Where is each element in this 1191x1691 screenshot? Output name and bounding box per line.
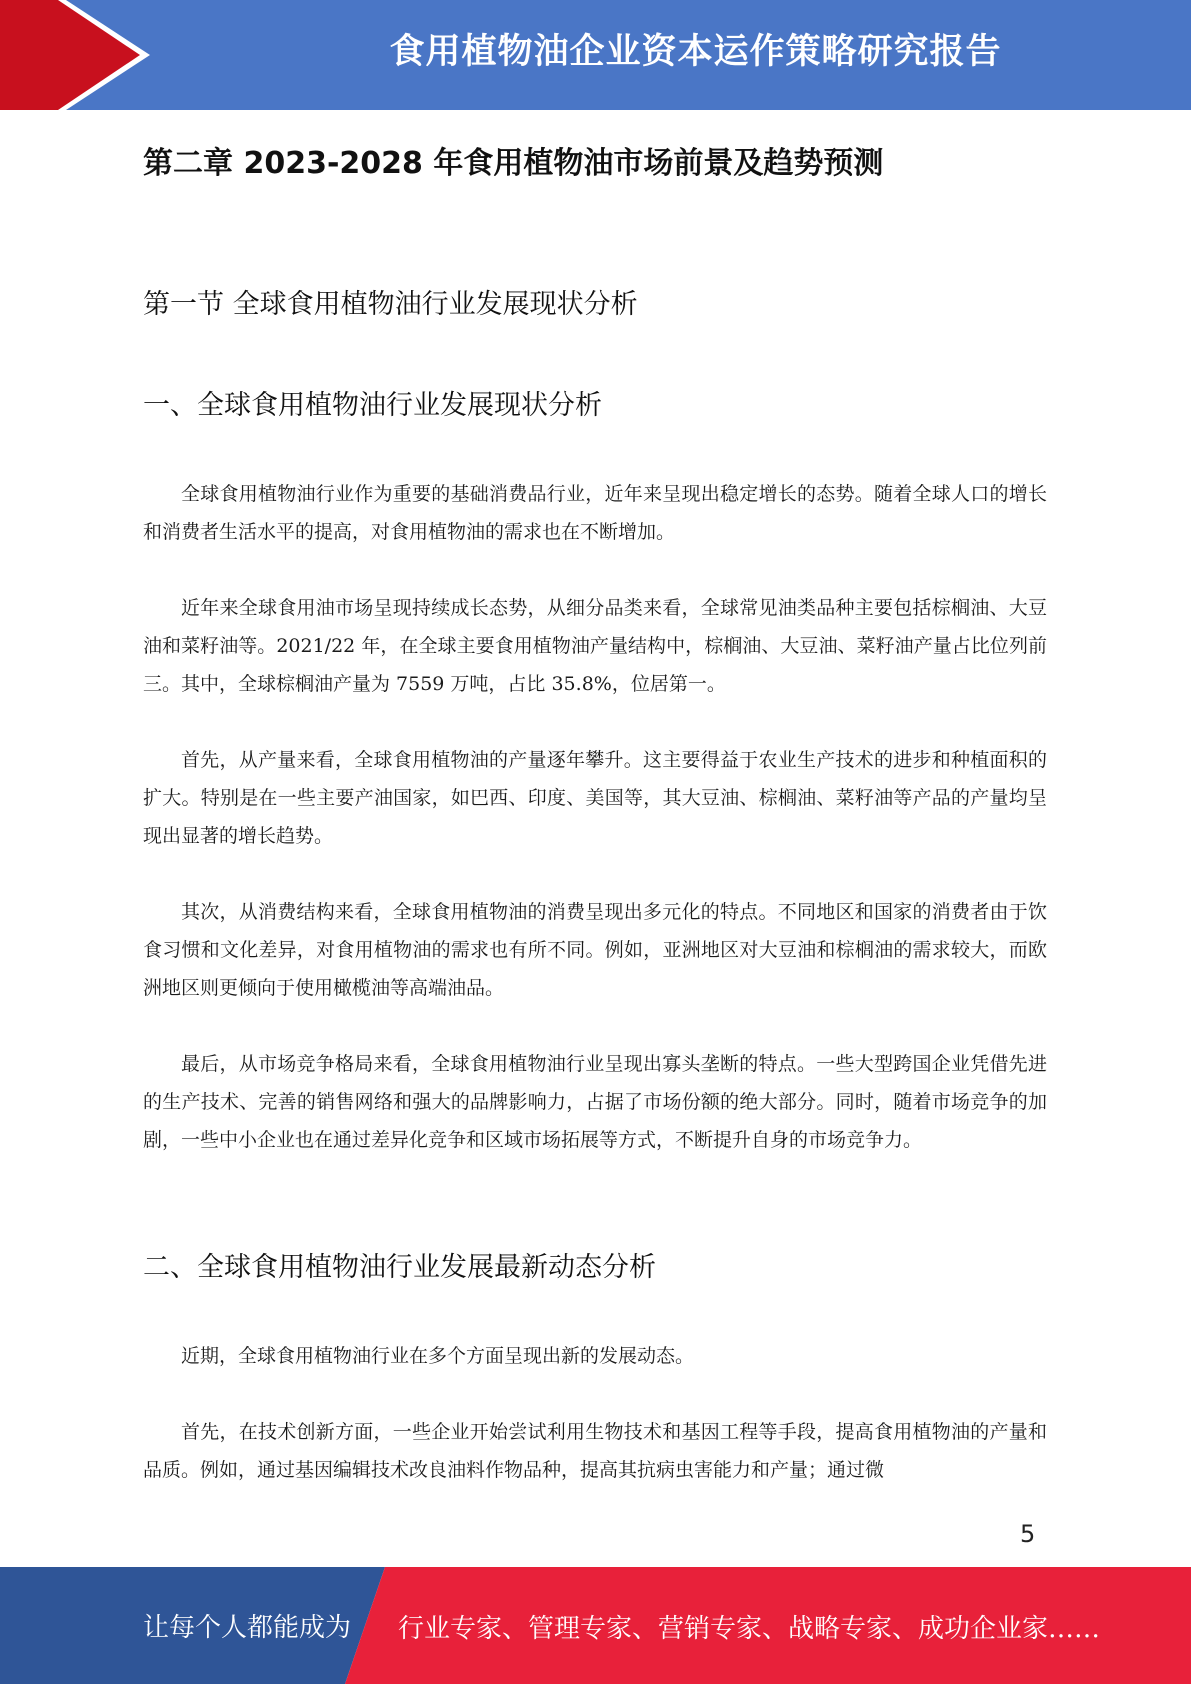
header-banner [0,0,1191,110]
footer-slogan-left: 让每个人都能成为 [143,1613,352,1643]
paragraph: 首先，从产量来看，全球食用植物油的产量逐年攀升。这主要得益于农业生产技术的进步和种植面积的扩大。特别是在一些主要产油国家，如巴西、印度、美国等，其大豆油、棕榈油、菜籽油等产品的产量均呈现出显著的增长趋势。 [143,749,1047,847]
report-title: 食用植物油企业资本运作策略研究报告 [389,32,1002,72]
page-number: 5 [1020,1520,1036,1548]
paragraph: 其次，从消费结构来看，全球食用植物油的消费呈现出多元化的特点。不同地区和国家的消费者由于饮食习惯和文化差异，对食用植物油的需求也有所不同。例如，亚洲地区对大豆油和棕榈油的需求较大，而欧洲地区则更倾向于使用橄榄油等高端油品。 [143,901,1047,999]
paragraph: 全球食用植物油行业作为重要的基础消费品行业，近年来呈现出稳定增长的态势。随着全球人口的增长和消费者生活水平的提高，对食用植物油的需求也在不断增加。 [143,483,1047,543]
paragraph: 近年来全球食用油市场呈现持续成长态势，从细分品类来看，全球常见油类品种主要包括棕榈油、大豆油和菜籽油等。2021/22 年，在全球主要食用植物油产量结构中，棕榈油、大豆油、菜籽油产量占比位列前三。其中，全球棕榈油产量为 7559 万吨，占比 35.8%，位居第一。 [143,597,1047,695]
footer-slogan-right: 行业专家、管理专家、营销专家、战略专家、成功企业家…… [398,1614,1101,1644]
footer-banner [0,1567,1191,1684]
subsection-heading-1: 一、全球食用植物油行业发展现状分析 [143,390,602,421]
chapter-title: 第二章 2023-2028 年食用植物油市场前景及趋势预测 [143,146,884,181]
subsection-heading-2: 二、全球食用植物油行业发展最新动态分析 [143,1252,656,1283]
paragraph: 首先，在技术创新方面，一些企业开始尝试利用生物技术和基因工程等手段，提高食用植物油的产量和品质。例如，通过基因编辑技术改良油料作物品种，提高其抗病虫害能力和产量；通过微 [143,1421,1047,1481]
section-title: 第一节 全球食用植物油行业发展现状分析 [143,289,638,320]
paragraph: 最后，从市场竞争格局来看，全球食用植物油行业呈现出寡头垄断的特点。一些大型跨国企业凭借先进的生产技术、完善的销售网络和强大的品牌影响力，占据了市场份额的绝大部分。同时，随着市场竞争的加剧，一些中小企业也在通过差异化竞争和区域市场拓展等方式，不断提升自身的市场竞争力。 [143,1053,1047,1151]
paragraph: 近期，全球食用植物油行业在多个方面呈现出新的发展动态。 [181,1345,695,1367]
